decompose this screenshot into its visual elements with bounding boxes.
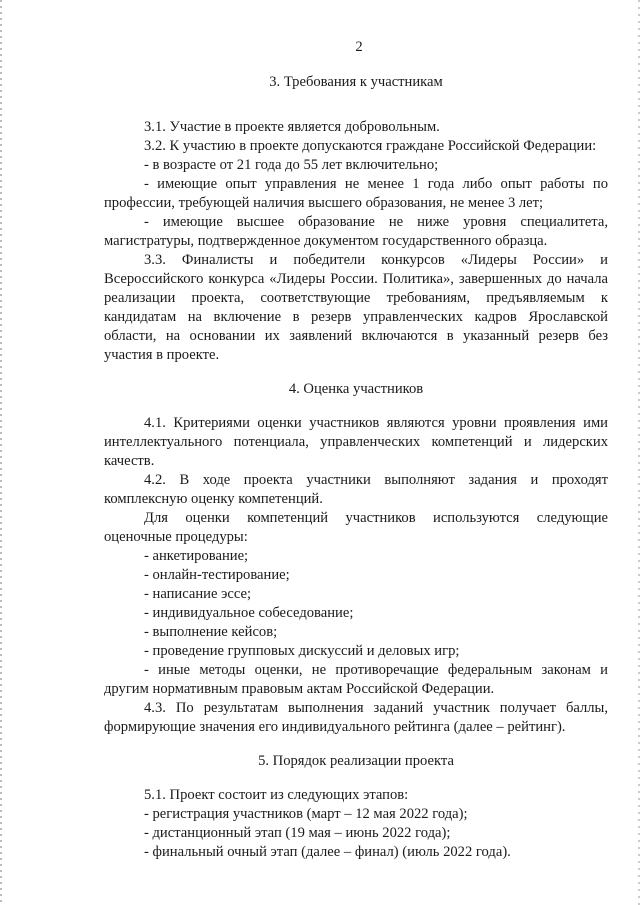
- document-body: [104, 38, 608, 862]
- scan-edge-left: [0, 0, 2, 905]
- list-item: - имеющие опыт управления не менее 1 года либо опыт работы по профессии, требующей наличия высшего образования, не менее 3 лет;: [104, 176, 608, 211]
- paragraph-5-1: 5.1. Проект состоит из следующих этапов:: [144, 787, 409, 803]
- list-item: - анкетирование;: [144, 548, 249, 564]
- page-number: 2: [355, 39, 363, 55]
- section-4-title: 4. Оценка участников: [288, 381, 424, 397]
- section-5-title: 5. Порядок реализации проекта: [258, 753, 454, 769]
- paragraph-procedures: Для оценки компетенций участников используются следующие оценочные процедуры:: [104, 510, 608, 545]
- list-item: - в возрасте от 21 года до 55 лет включительно;: [144, 157, 439, 173]
- list-item: - дистанционный этап (19 мая – июнь 2022 года);: [144, 825, 451, 841]
- list-item: - проведение групповых дискуссий и деловых игр;: [144, 643, 460, 659]
- paragraph-4-3: 4.3. По результатам выполнения заданий участник получает баллы, формирующие значения его индивидуального рейтинга (далее – рейтинг).: [104, 700, 608, 735]
- list-item: - выполнение кейсов;: [144, 624, 278, 640]
- section-3-title: 3. Требования к участникам: [269, 74, 443, 90]
- list-item: - финальный очный этап (далее – финал) (июль 2022 года).: [144, 844, 511, 860]
- list-item: - онлайн-тестирование;: [144, 567, 290, 583]
- list-item: - имеющие высшее образование не ниже уровня специалитета, магистратуры, подтвержденное документом государственного образца.: [104, 214, 608, 249]
- list-item: - регистрация участников (март – 12 мая 2022 года);: [144, 806, 468, 822]
- paragraph-4-2: 4.2. В ходе проекта участники выполняют задания и проходят комплексную оценку компетенций.: [104, 472, 608, 507]
- paragraph-3-3: 3.3. Финалисты и победители конкурсов «Лидеры России» и Всероссийского конкурса «Лидеры России. Политика», завершенных до начала реализации проекта, соответствующие требованиям, предъявляемым к кандидатам на включение в резерв управленческих кадров Ярославской области, на основании их заявлений включаются в указанный резерв без участия в проекте.: [104, 252, 608, 363]
- list-item: - написание эссе;: [144, 586, 252, 602]
- list-item: - индивидуальное собеседование;: [144, 605, 354, 621]
- paragraph-3-1: 3.1. Участие в проекте является добровольным.: [144, 119, 440, 135]
- list-item: - иные методы оценки, не противоречащие федеральным законам и другим нормативным правовым актам Российской Федерации.: [104, 662, 608, 697]
- paragraph-3-2: 3.2. К участию в проекте допускаются граждане Российской Федерации:: [144, 138, 597, 154]
- paragraph-4-1: 4.1. Критериями оценки участников являются уровни проявления ими интеллектуального потенциала, управленческих компетенций и лидерских качеств.: [104, 415, 608, 469]
